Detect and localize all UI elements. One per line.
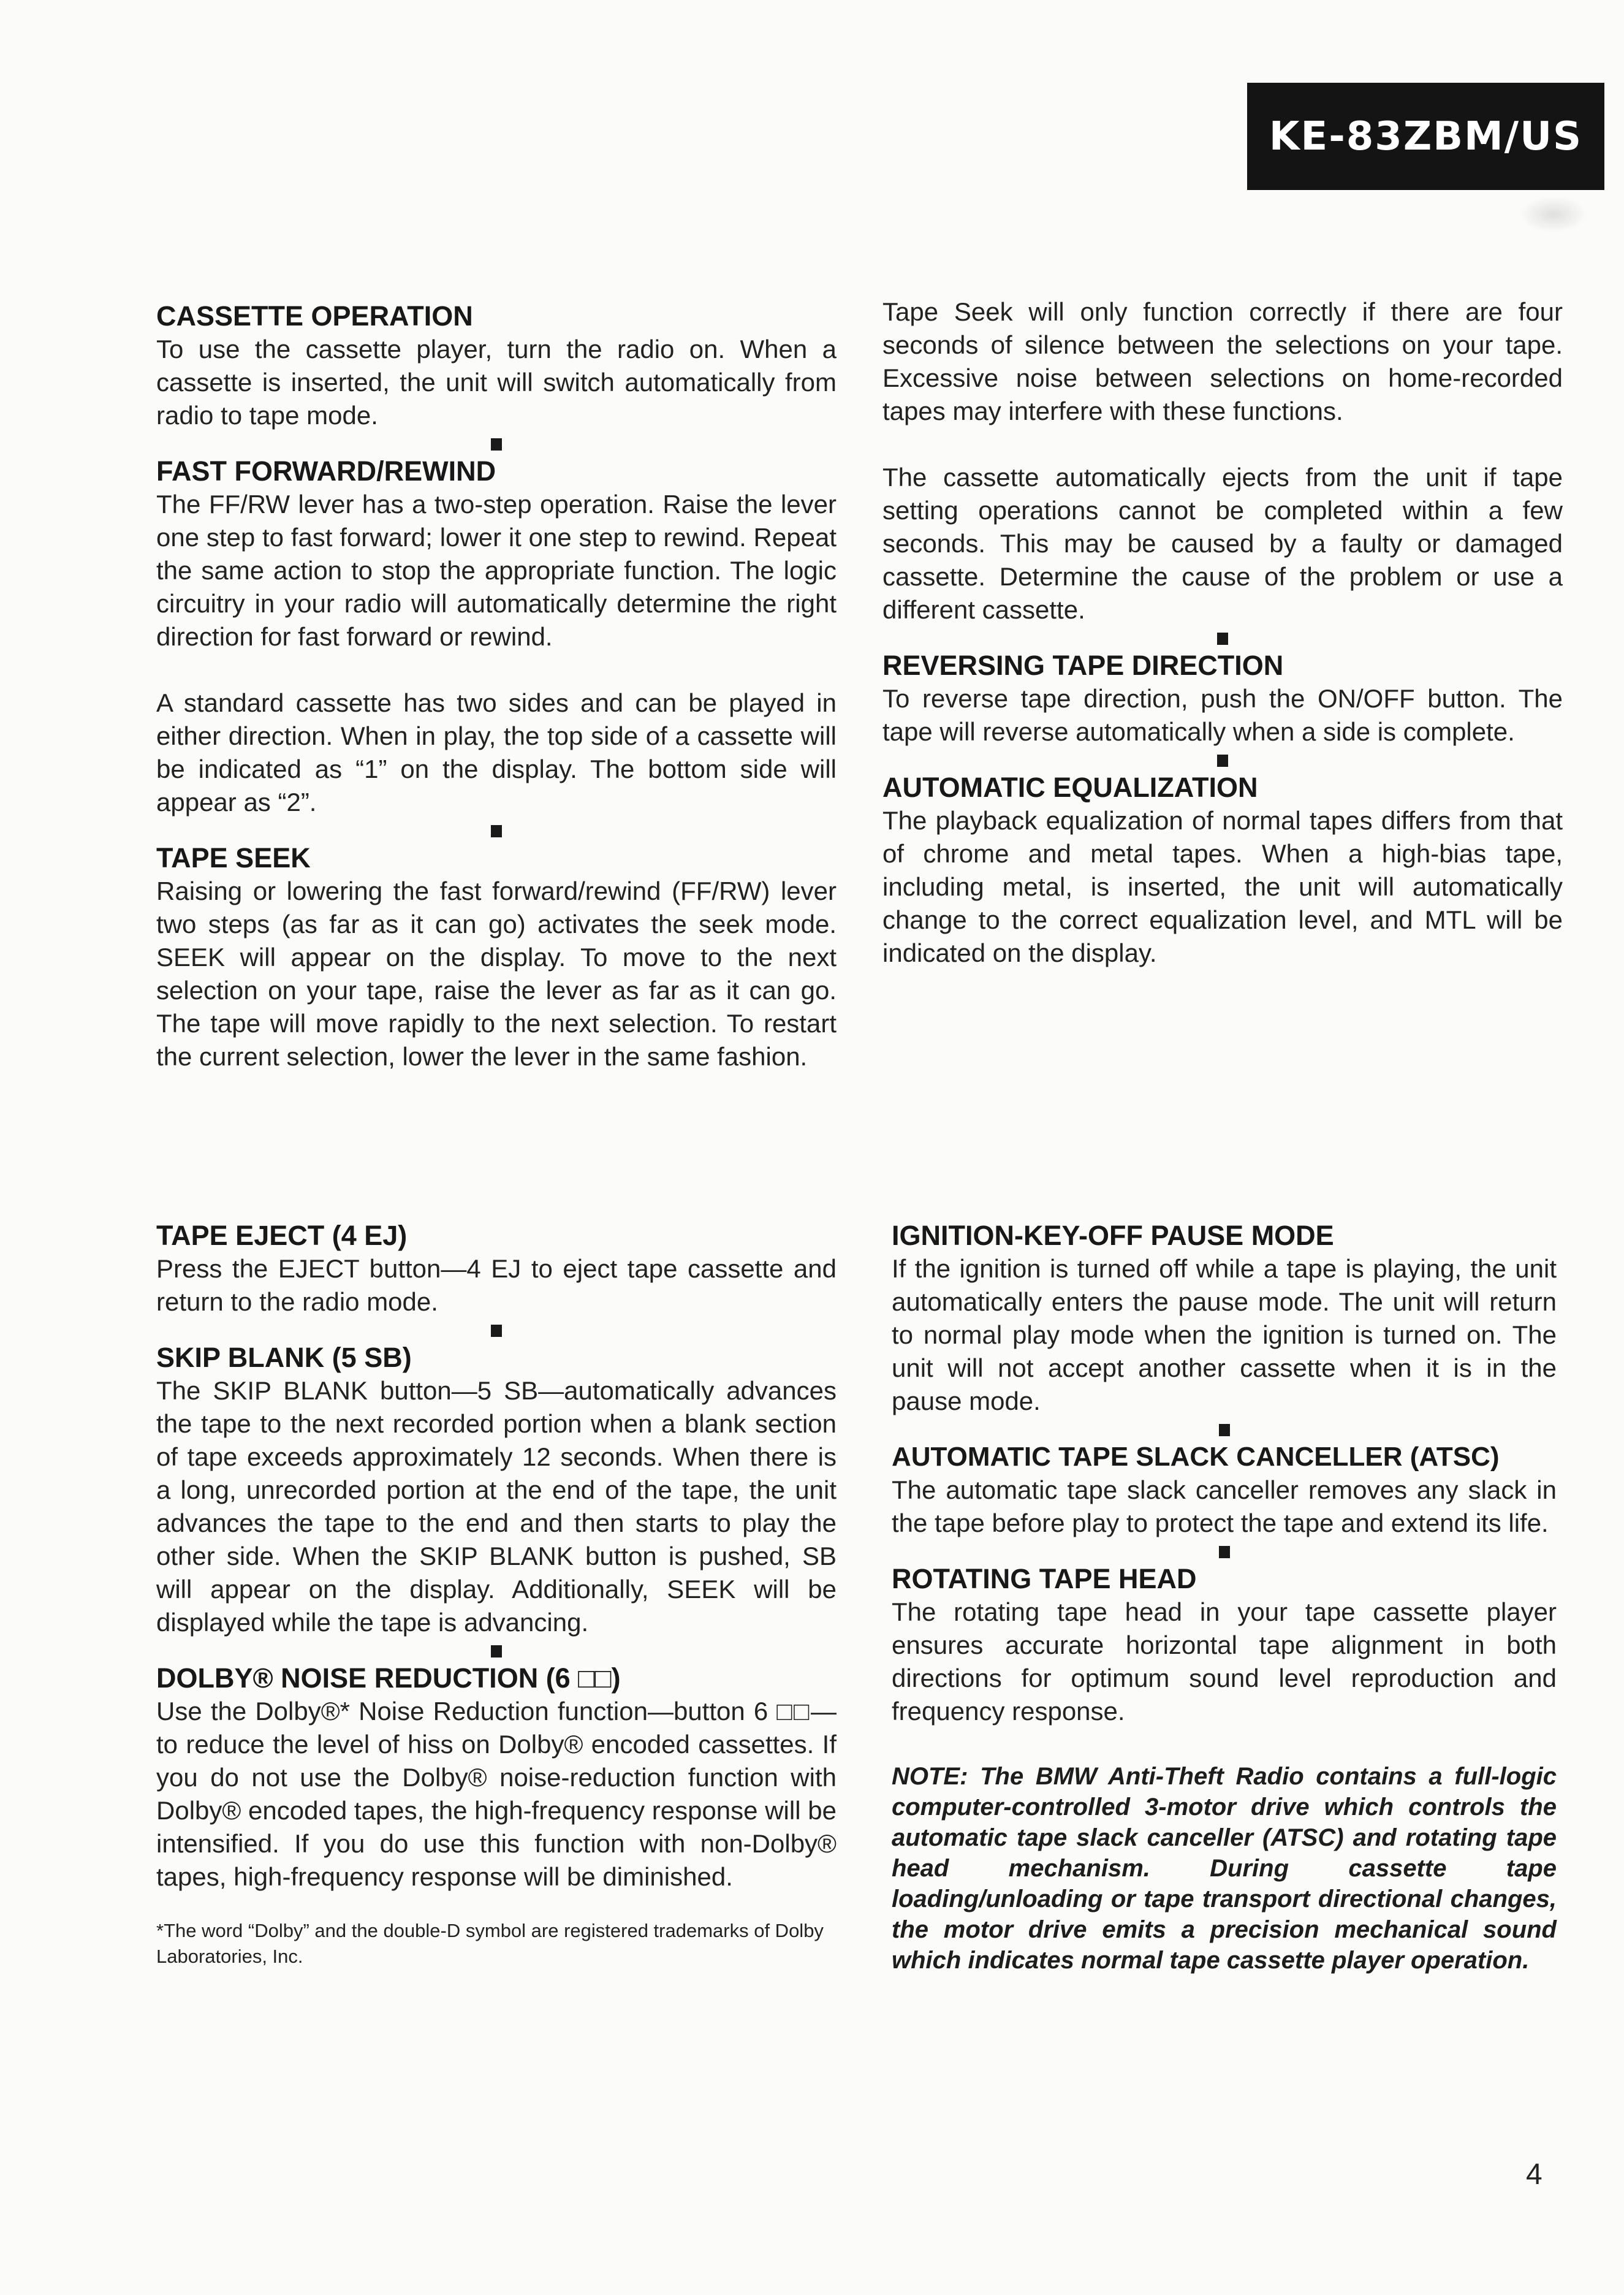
- section-text: If the ignition is turned off while a tape is playing, the unit automatically enters the pause mode. The unit will return to normal play mode when the ignition is turned on. The unit will not accept another cassette when it is in the pause mode.: [892, 1254, 1557, 1415]
- section-text: Press the EJECT button—4 EJ to eject tape cassette and return to the radio mode.: [156, 1254, 837, 1316]
- note-paragraph: [892, 1761, 1557, 1976]
- section-text: To reverse tape direction, push the ON/OFF button. The tape will reverse automatically when a side is complete.: [882, 684, 1563, 746]
- note-label: NOTE:: [892, 1763, 968, 1790]
- right-bottom-column: [892, 1219, 1557, 1976]
- section-rotating-tape-head: [892, 1562, 1557, 1728]
- section-text: The cassette automatically ejects from the unit if tape setting operations cannot be completed within a few seconds. This may be caused by a faulty or damaged cassette. Determine the cause of the problem or use a different cassette.: [882, 463, 1563, 624]
- section-tape-eject: [156, 1219, 837, 1319]
- section-text: Use the Dolby®* Noise Reduction function—button 6 □□—to reduce the level of hiss on Dolby® encoded cassettes. If you do not use the Dolby® noise-reduction function with Dolby® encoded tapes, the high-frequency response will be intensified. If you do use this function with non-Dolby® tapes, high-frequency response will be diminished.: [156, 1697, 837, 1891]
- section-separator: [491, 825, 502, 837]
- section-atsc: [892, 1440, 1557, 1540]
- section-title: TAPE EJECT (4 EJ): [156, 1220, 408, 1251]
- section-title: REVERSING TAPE DIRECTION: [882, 650, 1284, 681]
- section-reversing-tape-direction: [882, 649, 1563, 748]
- section-skip-blank: [156, 1341, 837, 1639]
- section-title: CASSETTE OPERATION: [156, 300, 473, 332]
- model-header: [1247, 83, 1604, 190]
- section-fast-forward-rewind: [156, 454, 837, 819]
- left-bottom-column: [156, 1219, 837, 1970]
- section-title: DOLBY® NOISE REDUCTION (6 □□): [156, 1662, 621, 1694]
- section-tape-seek-continued: [882, 295, 1563, 626]
- section-automatic-equalization: [882, 771, 1563, 970]
- section-separator: [1219, 1546, 1230, 1558]
- section-title: AUTOMATIC TAPE SLACK CANCELLER (ATSC): [892, 1442, 1500, 1472]
- section-title: SKIP BLANK (5 SB): [156, 1342, 412, 1373]
- section-separator: [1219, 1424, 1230, 1436]
- section-text: The SKIP BLANK button—5 SB—automatically advances the tape to the next recorded portion when a blank section of tape exceeds approximately 12 seconds. When there is a long, unrecorded portion at the end of the tape, the unit advances the tape to the end and then starts to play the other side. When the SKIP BLANK button is pushed, SB will appear on the display. Additionally, SEEK will be displayed while the tape is advancing.: [156, 1376, 837, 1637]
- section-text: The automatic tape slack canceller removes any slack in the tape before play to protect the tape and extend its life.: [892, 1475, 1557, 1537]
- section-separator: [1217, 755, 1228, 767]
- section-text: The playback equalization of normal tapes differs from that of chrome and metal tapes. When a high-bias tape, including metal, is inserted, the unit will automatically change to the correct equalization level, and MTL will be indicated on the display.: [882, 806, 1563, 967]
- page-number: 4: [1526, 2158, 1542, 2191]
- section-text: The rotating tape head in your tape cassette player ensures accurate horizontal tape alignment in both directions for optimum sound level reproduction and frequency response.: [892, 1597, 1557, 1726]
- section-text: Raising or lowering the fast forward/rewind (FF/RW) lever two steps (as far as it can go) activates the seek mode. SEEK will appear on the display. To move to the next selection on your tape, raise the lever as far as it can go. The tape will move rapidly to the next selection. To restart the current selection, lower the lever in the same fashion.: [156, 877, 837, 1071]
- section-text: To use the cassette player, turn the radio on. When a cassette is inserted, the unit will switch automatically from radio to tape mode.: [156, 335, 837, 430]
- section-title: ROTATING TAPE HEAD: [892, 1563, 1197, 1594]
- scan-smudge: [1520, 196, 1587, 233]
- section-ignition-key-off-pause: [892, 1219, 1557, 1418]
- section-tape-seek: [156, 841, 837, 1073]
- section-separator: [1217, 633, 1228, 645]
- section-cassette-operation: [156, 299, 837, 432]
- left-top-column: [156, 299, 837, 1073]
- section-text: Tape Seek will only function correctly if there are four seconds of silence between the selections on your tape. Excessive noise between selections on home-recorded tapes may interfere with these functions.: [882, 297, 1563, 425]
- dolby-trademark-footnote: *The word “Dolby” and the double-D symbol are registered trademarks of Dolby Laboratories, Inc.: [156, 1920, 824, 1967]
- section-title: FAST FORWARD/REWIND: [156, 455, 496, 487]
- note-text: The BMW Anti-Theft Radio contains a full-logic computer-controlled 3-motor drive which controls the automatic tape slack canceller (ATSC) and rotating tape head mechanism. During cassette tape loading/unloading or tape transport directional changes, the motor drive emits a precision mechanical sound which indicates normal tape cassette player operation.: [892, 1763, 1557, 1974]
- section-separator: [491, 438, 502, 451]
- section-title: AUTOMATIC EQUALIZATION: [882, 772, 1258, 803]
- section-separator: [491, 1325, 502, 1337]
- section-title: IGNITION-KEY-OFF PAUSE MODE: [892, 1220, 1334, 1251]
- section-dolby-noise-reduction: [156, 1661, 837, 1893]
- right-top-column: [882, 295, 1563, 970]
- model-number: KE-83ZBM/US: [1269, 113, 1583, 159]
- section-separator: [491, 1645, 502, 1658]
- section-text: A standard cassette has two sides and can be played in either direction. When in play, the top side of a cassette will be indicated as “1” on the display. The bottom side will appear as “2”.: [156, 688, 837, 816]
- section-text: The FF/RW lever has a two-step operation. Raise the lever one step to fast forward; lower it one step to rewind. Repeat the same action to stop the appropriate function. The logic circuitry in your radio will automatically determine the right direction for fast forward or rewind.: [156, 490, 837, 651]
- section-title: TAPE SEEK: [156, 842, 311, 873]
